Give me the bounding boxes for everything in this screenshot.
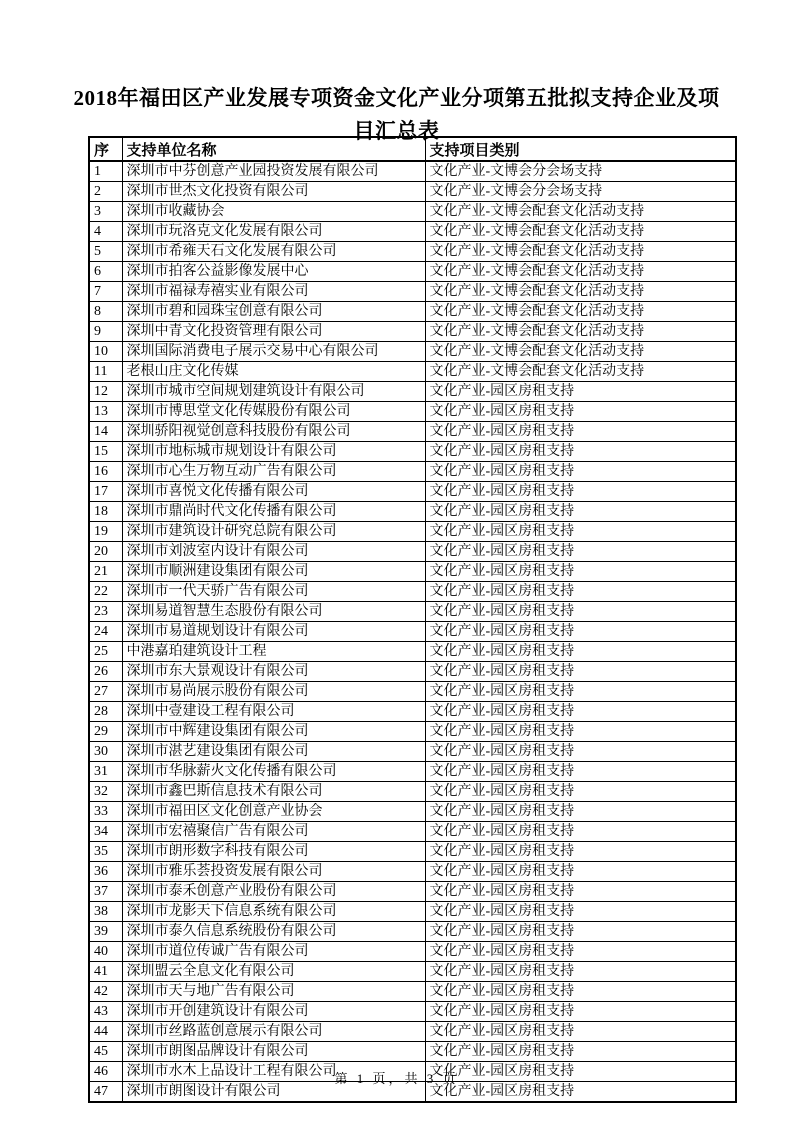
project-category-cell: 文化产业-园区房租支持: [425, 582, 736, 602]
row-number: 29: [89, 722, 122, 742]
unit-name-cell: 深圳市朗图品牌设计有限公司: [122, 1042, 425, 1062]
table-row: [89, 161, 736, 182]
project-category-cell: 文化产业-文博会配套文化活动支持: [425, 342, 736, 362]
col-header-category: 支持项目类别: [425, 137, 736, 161]
project-category-cell: 文化产业-文博会配套文化活动支持: [425, 282, 736, 302]
row-number: 13: [89, 402, 122, 422]
project-category-cell: 文化产业-文博会分会场支持: [425, 182, 736, 202]
row-number: 46: [89, 1062, 122, 1082]
table-row: [89, 722, 736, 742]
project-category-cell: 文化产业-园区房租支持: [425, 1002, 736, 1022]
row-number: 33: [89, 802, 122, 822]
unit-name-cell: 深圳市华脉薪火文化传播有限公司: [122, 762, 425, 782]
row-number: 17: [89, 482, 122, 502]
unit-name-cell: 深圳市博思堂文化传媒股份有限公司: [122, 402, 425, 422]
project-category-cell: 文化产业-园区房租支持: [425, 842, 736, 862]
table-row: [89, 662, 736, 682]
row-number: 30: [89, 742, 122, 762]
row-number: 45: [89, 1042, 122, 1062]
table-row: [89, 462, 736, 482]
table-row: [89, 482, 736, 502]
unit-name-cell: 深圳市刘波室内设计有限公司: [122, 542, 425, 562]
unit-name-cell: 深圳市城市空间规划建筑设计有限公司: [122, 382, 425, 402]
row-number: 26: [89, 662, 122, 682]
table-row: [89, 742, 736, 762]
table-row: [89, 642, 736, 662]
table-row: [89, 1042, 736, 1062]
table-row: [89, 702, 736, 722]
table-row: [89, 822, 736, 842]
row-number: 19: [89, 522, 122, 542]
table-row: [89, 282, 736, 302]
unit-name-cell: 深圳盟云全息文化有限公司: [122, 962, 425, 982]
row-number: 11: [89, 362, 122, 382]
project-category-cell: 文化产业-园区房租支持: [425, 662, 736, 682]
project-category-cell: 文化产业-园区房租支持: [425, 542, 736, 562]
project-category-cell: 文化产业-文博会配套文化活动支持: [425, 242, 736, 262]
unit-name-cell: 深圳市中辉建设集团有限公司: [122, 722, 425, 742]
unit-name-cell: 深圳市水木上品设计工程有限公司: [122, 1062, 425, 1082]
page-footer: 第 1 页，共 3 页: [334, 1071, 459, 1086]
project-category-cell: 文化产业-园区房租支持: [425, 902, 736, 922]
row-number: 35: [89, 842, 122, 862]
project-category-cell: 文化产业-园区房租支持: [425, 482, 736, 502]
row-number: 32: [89, 782, 122, 802]
table-row: [89, 262, 736, 282]
project-category-cell: 文化产业-文博会配套文化活动支持: [425, 202, 736, 222]
table-row: [89, 622, 736, 642]
unit-name-cell: 深圳市东大景观设计有限公司: [122, 662, 425, 682]
project-category-cell: 文化产业-园区房租支持: [425, 602, 736, 622]
row-number: 28: [89, 702, 122, 722]
row-number: 34: [89, 822, 122, 842]
project-category-cell: 文化产业-文博会配套文化活动支持: [425, 222, 736, 242]
row-number: 37: [89, 882, 122, 902]
unit-name-cell: 老根山庄文化传媒: [122, 362, 425, 382]
table-body: [89, 161, 736, 1102]
table-row: [89, 682, 736, 702]
unit-name-cell: 深圳市朗图设计有限公司: [122, 1082, 425, 1103]
project-category-cell: 文化产业-园区房租支持: [425, 762, 736, 782]
row-number: 31: [89, 762, 122, 782]
unit-name-cell: 中港嘉珀建筑设计工程: [122, 642, 425, 662]
row-number: 7: [89, 282, 122, 302]
project-category-cell: 文化产业-园区房租支持: [425, 402, 736, 422]
row-number: 1: [89, 161, 122, 182]
table-row: [89, 502, 736, 522]
project-category-cell: 文化产业-园区房租支持: [425, 682, 736, 702]
table-row: [89, 1022, 736, 1042]
project-category-cell: 文化产业-园区房租支持: [425, 1022, 736, 1042]
table-row: [89, 222, 736, 242]
row-number: 4: [89, 222, 122, 242]
project-category-cell: 文化产业-园区房租支持: [425, 642, 736, 662]
unit-name-cell: 深圳市一代天骄广告有限公司: [122, 582, 425, 602]
unit-name-cell: 深圳市湛艺建设集团有限公司: [122, 742, 425, 762]
project-category-cell: 文化产业-园区房租支持: [425, 562, 736, 582]
project-category-cell: 文化产业-园区房租支持: [425, 962, 736, 982]
unit-name-cell: 深圳市龙影天下信息系统有限公司: [122, 902, 425, 922]
table-row: [89, 962, 736, 982]
table-row: [89, 782, 736, 802]
project-category-cell: 文化产业-园区房租支持: [425, 742, 736, 762]
table-row: [89, 862, 736, 882]
unit-name-cell: 深圳中壹建设工程有限公司: [122, 702, 425, 722]
project-category-cell: 文化产业-园区房租支持: [425, 722, 736, 742]
project-category-cell: 文化产业-园区房租支持: [425, 922, 736, 942]
row-number: 5: [89, 242, 122, 262]
table-row: [89, 362, 736, 382]
document-title: 2018年福田区产业发展专项资金文化产业分项第五批拟支持企业及项目汇总表: [73, 86, 720, 143]
table-row: [89, 1002, 736, 1022]
project-category-cell: 文化产业-园区房租支持: [425, 862, 736, 882]
unit-name-cell: 深圳市拍客公益影像发展中心: [122, 262, 425, 282]
project-category-cell: 文化产业-园区房租支持: [425, 442, 736, 462]
project-category-cell: 文化产业-园区房租支持: [425, 1082, 736, 1103]
project-category-cell: 文化产业-园区房租支持: [425, 422, 736, 442]
unit-name-cell: 深圳市希雍天石文化发展有限公司: [122, 242, 425, 262]
project-category-cell: 文化产业-文博会配套文化活动支持: [425, 262, 736, 282]
project-category-cell: 文化产业-园区房租支持: [425, 522, 736, 542]
table-row: [89, 522, 736, 542]
unit-name-cell: 深圳市丝路蓝创意展示有限公司: [122, 1022, 425, 1042]
project-category-cell: 文化产业-园区房租支持: [425, 382, 736, 402]
table-row: [89, 562, 736, 582]
project-category-cell: 文化产业-园区房租支持: [425, 1062, 736, 1082]
table-row: [89, 182, 736, 202]
table-row: [89, 882, 736, 902]
support-table: [88, 136, 737, 1103]
table-row: [89, 202, 736, 222]
table-row: [89, 242, 736, 262]
unit-name-cell: 深圳中青文化投资管理有限公司: [122, 322, 425, 342]
table-header-row: [89, 137, 736, 161]
unit-name-cell: 深圳市易道规划设计有限公司: [122, 622, 425, 642]
unit-name-cell: 深圳市福禄寿禧实业有限公司: [122, 282, 425, 302]
table-row: [89, 342, 736, 362]
table-row: [89, 542, 736, 562]
row-number: 22: [89, 582, 122, 602]
unit-name-cell: 深圳市泰久信息系统股份有限公司: [122, 922, 425, 942]
table-row: [89, 922, 736, 942]
table-row: [89, 322, 736, 342]
unit-name-cell: 深圳市鼎尚时代文化传播有限公司: [122, 502, 425, 522]
unit-name-cell: 深圳市朗形数字科技有限公司: [122, 842, 425, 862]
unit-name-cell: 深圳市心生万物互动广告有限公司: [122, 462, 425, 482]
unit-name-cell: 深圳市道位传诚广告有限公司: [122, 942, 425, 962]
unit-name-cell: 深圳市世杰文化投资有限公司: [122, 182, 425, 202]
unit-name-cell: 深圳市喜悦文化传播有限公司: [122, 482, 425, 502]
row-number: 12: [89, 382, 122, 402]
unit-name-cell: 深圳市易尚展示股份有限公司: [122, 682, 425, 702]
unit-name-cell: 深圳市鑫巴斯信息技术有限公司: [122, 782, 425, 802]
row-number: 9: [89, 322, 122, 342]
row-number: 36: [89, 862, 122, 882]
table-row: [89, 982, 736, 1002]
unit-name-cell: 深圳市玩洛克文化发展有限公司: [122, 222, 425, 242]
row-number: 21: [89, 562, 122, 582]
row-number: 25: [89, 642, 122, 662]
row-number: 40: [89, 942, 122, 962]
unit-name-cell: 深圳易道智慧生态股份有限公司: [122, 602, 425, 622]
unit-name-cell: 深圳市碧和园珠宝创意有限公司: [122, 302, 425, 322]
row-number: 16: [89, 462, 122, 482]
row-number: 2: [89, 182, 122, 202]
unit-name-cell: 深圳市开创建筑设计有限公司: [122, 1002, 425, 1022]
row-number: 15: [89, 442, 122, 462]
table-row: [89, 402, 736, 422]
table-row: [89, 602, 736, 622]
row-number: 44: [89, 1022, 122, 1042]
project-category-cell: 文化产业-园区房租支持: [425, 622, 736, 642]
unit-name-cell: 深圳骄阳视觉创意科技股份有限公司: [122, 422, 425, 442]
project-category-cell: 文化产业-园区房租支持: [425, 502, 736, 522]
row-number: 43: [89, 1002, 122, 1022]
project-category-cell: 文化产业-文博会分会场支持: [425, 161, 736, 182]
table-row: [89, 902, 736, 922]
project-category-cell: 文化产业-园区房租支持: [425, 882, 736, 902]
row-number: 41: [89, 962, 122, 982]
table-row: [89, 802, 736, 822]
row-number: 27: [89, 682, 122, 702]
project-category-cell: 文化产业-文博会配套文化活动支持: [425, 362, 736, 382]
project-category-cell: 文化产业-园区房租支持: [425, 942, 736, 962]
unit-name-cell: 深圳市泰禾创意产业股份有限公司: [122, 882, 425, 902]
table-row: [89, 762, 736, 782]
row-number: 47: [89, 1082, 122, 1103]
table-row: [89, 382, 736, 402]
unit-name-cell: 深圳市天与地广告有限公司: [122, 982, 425, 1002]
unit-name-cell: 深圳市中芬创意产业园投资发展有限公司: [122, 161, 425, 182]
unit-name-cell: 深圳市建筑设计研究总院有限公司: [122, 522, 425, 542]
project-category-cell: 文化产业-园区房租支持: [425, 782, 736, 802]
row-number: 24: [89, 622, 122, 642]
unit-name-cell: 深圳市宏禧聚信广告有限公司: [122, 822, 425, 842]
row-number: 20: [89, 542, 122, 562]
table-row: [89, 302, 736, 322]
row-number: 38: [89, 902, 122, 922]
table-row: [89, 842, 736, 862]
unit-name-cell: 深圳市收藏协会: [122, 202, 425, 222]
row-number: 23: [89, 602, 122, 622]
unit-name-cell: 深圳市雅乐荟投资发展有限公司: [122, 862, 425, 882]
unit-name-cell: 深圳市福田区文化创意产业协会: [122, 802, 425, 822]
project-category-cell: 文化产业-文博会配套文化活动支持: [425, 322, 736, 342]
table-header: [89, 137, 736, 161]
project-category-cell: 文化产业-园区房租支持: [425, 822, 736, 842]
table-row: [89, 442, 736, 462]
unit-name-cell: 深圳国际消费电子展示交易中心有限公司: [122, 342, 425, 362]
row-number: 6: [89, 262, 122, 282]
project-category-cell: 文化产业-园区房租支持: [425, 462, 736, 482]
row-number: 39: [89, 922, 122, 942]
row-number: 18: [89, 502, 122, 522]
table-row: [89, 422, 736, 442]
project-category-cell: 文化产业-园区房租支持: [425, 702, 736, 722]
table-row: [89, 582, 736, 602]
project-category-cell: 文化产业-文博会配套文化活动支持: [425, 302, 736, 322]
row-number: 8: [89, 302, 122, 322]
col-header-index: 序: [89, 137, 122, 161]
project-category-cell: 文化产业-园区房租支持: [425, 802, 736, 822]
unit-name-cell: 深圳市地标城市规划设计有限公司: [122, 442, 425, 462]
row-number: 10: [89, 342, 122, 362]
table-row: [89, 942, 736, 962]
unit-name-cell: 深圳市顺洲建设集团有限公司: [122, 562, 425, 582]
project-category-cell: 文化产业-园区房租支持: [425, 982, 736, 1002]
row-number: 14: [89, 422, 122, 442]
row-number: 3: [89, 202, 122, 222]
col-header-unit-name: 支持单位名称: [122, 137, 425, 161]
row-number: 42: [89, 982, 122, 1002]
project-category-cell: 文化产业-园区房租支持: [425, 1042, 736, 1062]
